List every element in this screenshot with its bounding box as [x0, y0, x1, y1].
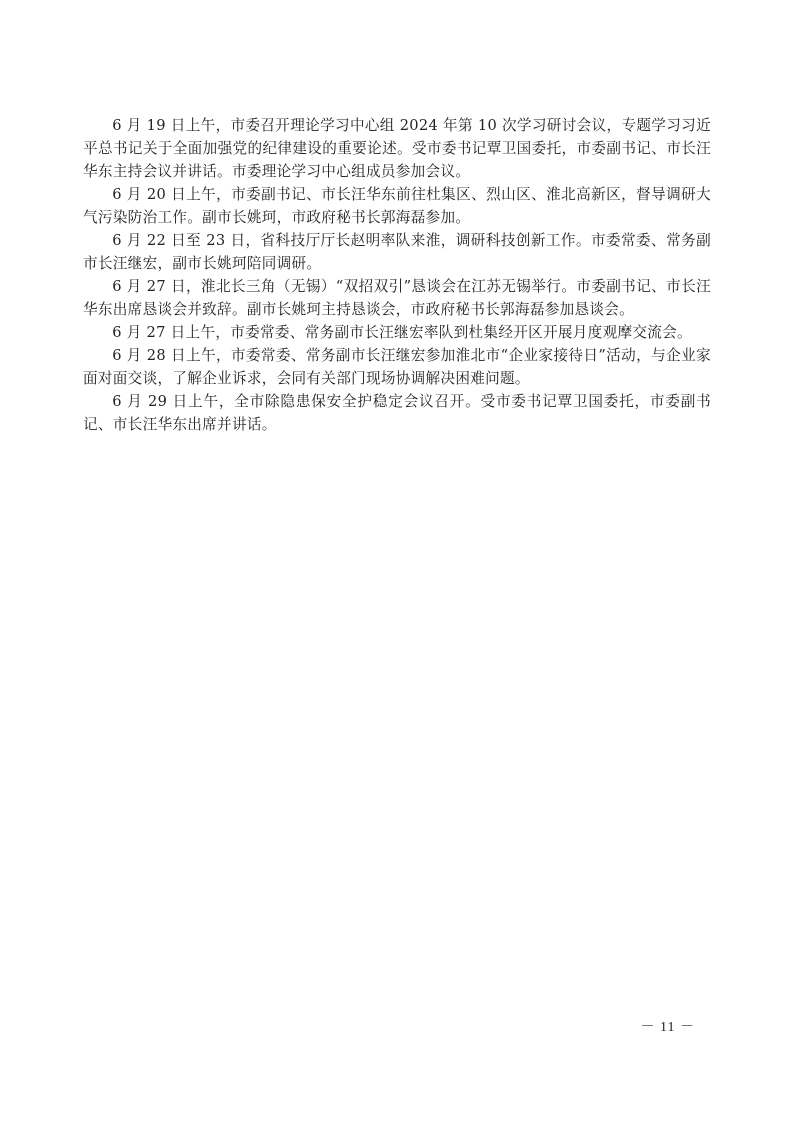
paragraph-june-29: 6 月 29 日上午，全市除隐患保安全护稳定会议召开。受市委书记覃卫国委托，市委副书记、市长汪华东出席并讲话。 [83, 393, 711, 433]
paragraph-june-19: 6 月 19 日上午，市委召开理论学习中心组 2024 年第 10 次学习研讨会议，专题学习习近平总书记关于全面加强党的纪律建设的重要论述。受市委书记覃卫国委托，市委副书记、市长汪华东主持会议并讲话。市委理论学习中心组成员参加会议。 [83, 117, 711, 180]
document-body [83, 114, 711, 436]
paragraph-june-28: 6 月 28 日上午，市委常委、常务副市长汪继宏参加淮北市“企业家接待日”活动，与企业家面对面交谈，了解企业诉求，会同有关部门现场协调解决困难问题。 [83, 347, 711, 387]
paragraph-june-20: 6 月 20 日上午，市委副书记、市长汪华东前往杜集区、烈山区、淮北高新区，督导调研大气污染防治工作。副市长姚珂，市政府秘书长郭海磊参加。 [83, 186, 711, 226]
page-number: － 11 － [640, 1020, 695, 1035]
paragraph-june-22-23: 6 月 22 日至 23 日，省科技厅厅长赵明率队来淮，调研科技创新工作。市委常委、常务副市长汪继宏，副市长姚珂陪同调研。 [83, 232, 711, 272]
paragraph-june-27-observation: 6 月 27 日上午，市委常委、常务副市长汪继宏率队到杜集经开区开展月度观摩交流会。 [112, 324, 692, 341]
paragraph-june-27-wuxi: 6 月 27 日，淮北长三角（无锡）“双招双引”恳谈会在江苏无锡举行。市委副书记、市长汪华东出席恳谈会并致辞。副市长姚珂主持恳谈会，市政府秘书长郭海磊参加恳谈会。 [83, 278, 711, 318]
